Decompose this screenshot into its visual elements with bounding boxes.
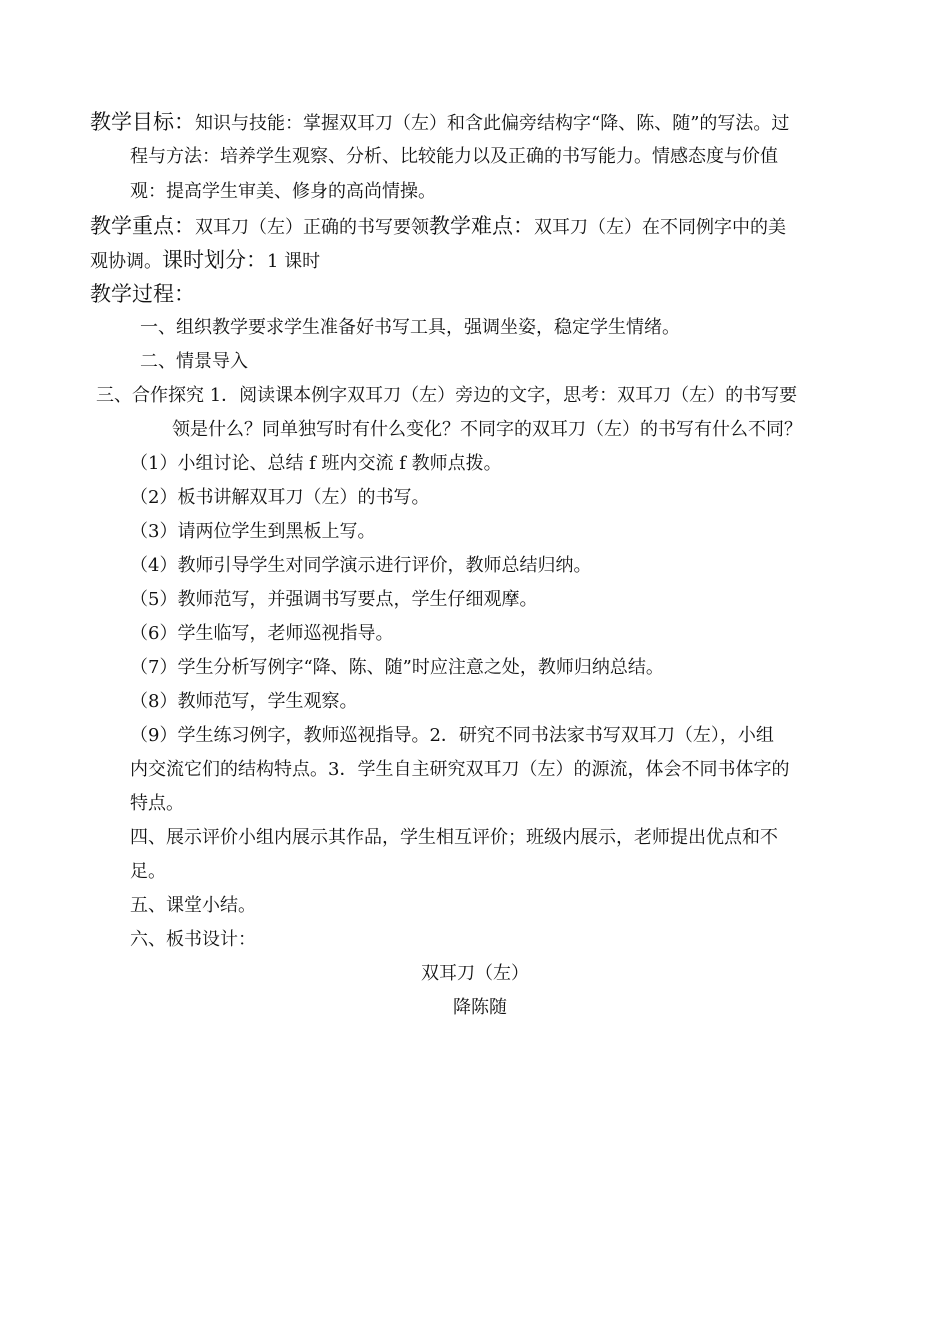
board-title: 双耳刀（左）	[421, 963, 529, 984]
list-item: （5）教师范写，并强调书写要点，学生仔细观摩。	[130, 589, 538, 610]
key-text: 双耳刀（左）正确的书写要领	[195, 217, 429, 238]
key-heading: 教学重点：	[90, 214, 195, 238]
goal-line-2: 程与方法：培养学生观察、分析、比较能力以及正确的书写能力。情感态度与价值	[130, 146, 778, 167]
goal-heading: 教学目标：	[90, 110, 195, 134]
list-item: （8）教师范写，学生观察。	[130, 691, 358, 712]
process-step-6: 六、板书设计：	[130, 929, 256, 950]
key-line-2-text: 观协调。	[90, 251, 162, 272]
list-item: （1）小组讨论、总结 f 班内交流 f 教师点拨。	[130, 453, 502, 474]
hours-text: 1 课时	[267, 251, 321, 272]
list-item: （7）学生分析写例字“降、陈、随”时应注意之处，教师归纳总结。	[130, 657, 664, 678]
hours-heading: 课时划分：	[162, 248, 267, 272]
process-step-3-line-1: 三、合作探究 1．阅读课本例字双耳刀（左）旁边的文字，思考：双耳刀（左）的书写要	[96, 385, 798, 406]
item-9-line-3: 特点。	[130, 793, 184, 814]
process-step-3-line-2: 领是什么？同单独写时有什么变化？不同字的双耳刀（左）的书写有什么不同？	[172, 419, 802, 440]
key-line-1	[90, 214, 786, 240]
list-item: （3）请两位学生到黑板上写。	[130, 521, 376, 542]
board-chars: 降陈随	[453, 997, 507, 1018]
difficulty-text: 双耳刀（左）在不同例字中的美	[534, 217, 786, 238]
process-step-5: 五、课堂小结。	[130, 895, 256, 916]
list-item: （6）学生临写，老师巡视指导。	[130, 623, 394, 644]
difficulty-heading: 教学难点：	[429, 214, 534, 238]
goal-line-3: 观：提高学生审美、修身的高尚情操。	[130, 181, 436, 202]
process-step-2: 二、情景导入	[140, 351, 248, 372]
goal-line-1	[90, 110, 789, 136]
list-item: （2）板书讲解双耳刀（左）的书写。	[130, 487, 430, 508]
item-9-line-1: （9）学生练习例字，教师巡视指导。2．研究不同书法家书写双耳刀（左），小组	[130, 725, 774, 746]
list-item: （4）教师引导学生对同学演示进行评价，教师总结归纳。	[130, 555, 592, 576]
goal-text-1: 知识与技能：掌握双耳刀（左）和含此偏旁结构字“降、陈、随”的写法。过	[195, 113, 790, 134]
process-step-1: 一、组织教学要求学生准备好书写工具，强调坐姿，稳定学生情绪。	[140, 317, 680, 338]
process-step-4-line-1: 四、展示评价小组内展示其作品，学生相互评价；班级内展示，老师提出优点和不	[130, 827, 778, 848]
key-line-2	[90, 248, 320, 274]
item-9-line-2: 内交流它们的结构特点。3．学生自主研究双耳刀（左）的源流，体会不同书体字的	[130, 759, 790, 780]
process-step-4-line-2: 足。	[130, 861, 166, 882]
process-heading: 教学过程：	[90, 282, 195, 306]
